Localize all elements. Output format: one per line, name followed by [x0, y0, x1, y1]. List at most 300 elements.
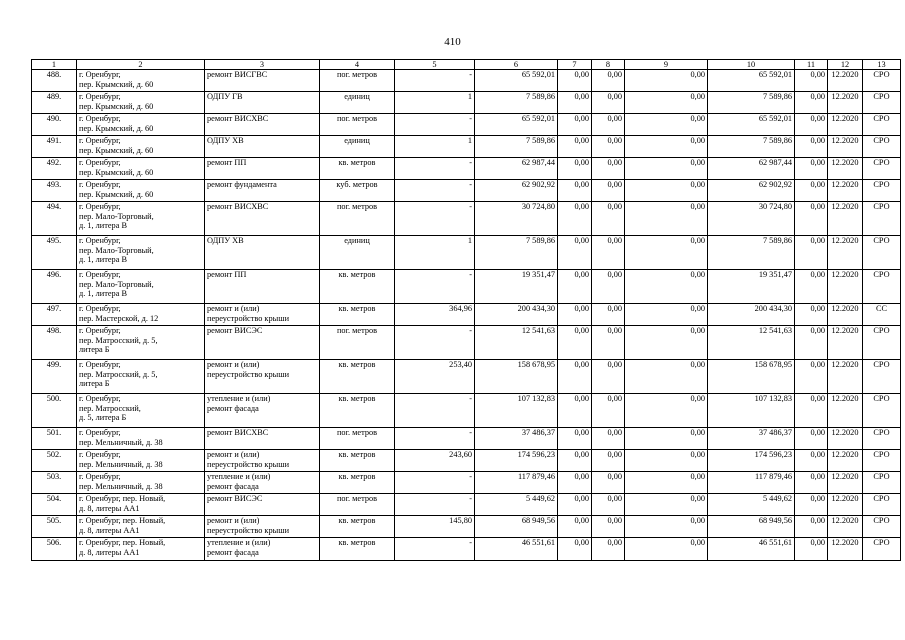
- address-cell: [77, 70, 205, 92]
- source-cell: СРО: [863, 158, 901, 180]
- col11-cell: 0,00: [795, 92, 828, 114]
- header-cell: 11: [795, 60, 828, 70]
- table-row: [32, 538, 901, 561]
- address-cell: [77, 516, 205, 538]
- volume-cell: -: [395, 538, 475, 561]
- col9-cell: 0,00: [625, 472, 708, 494]
- total-cell: 62 987,44: [708, 158, 795, 180]
- volume-cell: -: [395, 70, 475, 92]
- row-number-cell: 497.: [32, 304, 77, 326]
- col9-cell: 0,00: [625, 180, 708, 202]
- col8-cell: 0,00: [592, 70, 625, 92]
- work-type-line: утепление и (или): [207, 538, 271, 547]
- row-number-cell: 492.: [32, 158, 77, 180]
- address-line: г. Оренбург,: [79, 158, 121, 167]
- address-line: г. Оренбург,: [79, 450, 121, 459]
- work-type-line: ремонт ВИСХВС: [207, 114, 269, 123]
- col11-cell: 0,00: [795, 326, 828, 360]
- cost-cell: 30 724,80: [475, 202, 558, 236]
- cost-cell: 117 879,46: [475, 472, 558, 494]
- col9-cell: 0,00: [625, 270, 708, 304]
- table-row: [32, 180, 901, 202]
- work-type-line: ремонт и (или): [207, 516, 260, 525]
- address-line: г. Оренбург, пер. Новый,: [79, 494, 166, 503]
- source-cell: СРО: [863, 114, 901, 136]
- total-cell: 7 589,86: [708, 136, 795, 158]
- col11-cell: 0,00: [795, 538, 828, 561]
- work-type-cell: [205, 202, 320, 236]
- source-cell: СРО: [863, 516, 901, 538]
- col7-cell: 0,00: [558, 202, 592, 236]
- col9-cell: 0,00: [625, 114, 708, 136]
- date-cell: 12.2020: [828, 472, 863, 494]
- address-line: г. Оренбург,: [79, 180, 121, 189]
- col8-cell: 0,00: [592, 180, 625, 202]
- address-line: пер. Крымский, д. 60: [79, 79, 154, 89]
- address-cell: [77, 428, 205, 450]
- row-number-cell: 491.: [32, 136, 77, 158]
- source-cell: СРО: [863, 202, 901, 236]
- col8-cell: 0,00: [592, 114, 625, 136]
- unit-cell: кв. метров: [320, 538, 395, 561]
- unit-cell: единиц: [320, 92, 395, 114]
- col11-cell: 0,00: [795, 180, 828, 202]
- total-cell: 19 351,47: [708, 270, 795, 304]
- table-row: [32, 136, 901, 158]
- col9-cell: 0,00: [625, 304, 708, 326]
- col11-cell: 0,00: [795, 450, 828, 472]
- work-type-cell: [205, 428, 320, 450]
- work-type-cell: [205, 394, 320, 428]
- unit-cell: кв. метров: [320, 516, 395, 538]
- address-cell: [77, 450, 205, 472]
- col7-cell: 0,00: [558, 136, 592, 158]
- source-cell: СРО: [863, 236, 901, 270]
- address-line: г. Оренбург,: [79, 326, 121, 335]
- address-cell: [77, 92, 205, 114]
- row-number-cell: 494.: [32, 202, 77, 236]
- col9-cell: 0,00: [625, 236, 708, 270]
- date-cell: 12.2020: [828, 538, 863, 561]
- col9-cell: 0,00: [625, 494, 708, 516]
- row-number-cell: 488.: [32, 70, 77, 92]
- work-type-cell: [205, 472, 320, 494]
- total-cell: 65 592,01: [708, 70, 795, 92]
- unit-cell: кв. метров: [320, 158, 395, 180]
- source-cell: СРО: [863, 270, 901, 304]
- date-cell: 12.2020: [828, 428, 863, 450]
- total-cell: 7 589,86: [708, 92, 795, 114]
- row-number-cell: 505.: [32, 516, 77, 538]
- unit-cell: пог. метров: [320, 428, 395, 450]
- work-type-cell: [205, 70, 320, 92]
- table-row: [32, 472, 901, 494]
- work-type-cell: [205, 326, 320, 360]
- table-row: [32, 326, 901, 360]
- col8-cell: 0,00: [592, 472, 625, 494]
- col7-cell: 0,00: [558, 428, 592, 450]
- col7-cell: 0,00: [558, 360, 592, 394]
- address-cell: [77, 158, 205, 180]
- source-cell: СС: [863, 304, 901, 326]
- col9-cell: 0,00: [625, 360, 708, 394]
- header-cell: 6: [475, 60, 558, 70]
- work-type-cell: [205, 538, 320, 561]
- date-cell: 12.2020: [828, 394, 863, 428]
- col7-cell: 0,00: [558, 326, 592, 360]
- header-cell: 13: [863, 60, 901, 70]
- total-cell: 68 949,56: [708, 516, 795, 538]
- col7-cell: 0,00: [558, 158, 592, 180]
- work-type-line: ремонт фундамента: [207, 180, 277, 189]
- address-line: литера Б: [79, 345, 110, 355]
- work-type-cell: [205, 92, 320, 114]
- work-type-cell: [205, 158, 320, 180]
- col9-cell: 0,00: [625, 92, 708, 114]
- total-cell: 158 678,95: [708, 360, 795, 394]
- work-type-cell: [205, 236, 320, 270]
- total-cell: 7 589,86: [708, 236, 795, 270]
- col11-cell: 0,00: [795, 494, 828, 516]
- cost-cell: 7 589,86: [475, 136, 558, 158]
- address-line: пер. Крымский, д. 60: [79, 189, 154, 199]
- address-cell: [77, 538, 205, 561]
- address-cell: [77, 304, 205, 326]
- col8-cell: 0,00: [592, 494, 625, 516]
- col7-cell: 0,00: [558, 236, 592, 270]
- source-cell: СРО: [863, 70, 901, 92]
- col11-cell: 0,00: [795, 202, 828, 236]
- page-number: 410: [444, 36, 461, 48]
- row-number-cell: 495.: [32, 236, 77, 270]
- volume-cell: 1: [395, 92, 475, 114]
- unit-cell: пог. метров: [320, 70, 395, 92]
- col8-cell: 0,00: [592, 538, 625, 561]
- address-line: пер. Мастерской, д. 12: [79, 313, 159, 323]
- col9-cell: 0,00: [625, 158, 708, 180]
- col7-cell: 0,00: [558, 304, 592, 326]
- date-cell: 12.2020: [828, 114, 863, 136]
- address-line: г. Оренбург,: [79, 270, 121, 279]
- col11-cell: 0,00: [795, 516, 828, 538]
- col7-cell: 0,00: [558, 516, 592, 538]
- total-cell: 62 902,92: [708, 180, 795, 202]
- volume-cell: -: [395, 428, 475, 450]
- work-type-line: ремонт ВИСХВС: [207, 202, 269, 211]
- address-line: пер. Мало-Торговый,: [79, 279, 154, 289]
- volume-cell: 1: [395, 236, 475, 270]
- table-row: [32, 92, 901, 114]
- work-type-line: ремонт фасада: [207, 481, 259, 491]
- address-line: г. Оренбург,: [79, 428, 121, 437]
- col8-cell: 0,00: [592, 92, 625, 114]
- address-line: г. Оренбург,: [79, 202, 121, 211]
- col9-cell: 0,00: [625, 326, 708, 360]
- address-cell: [77, 114, 205, 136]
- address-line: пер. Мельничный, д. 38: [79, 459, 163, 469]
- header-cell: 3: [205, 60, 320, 70]
- cost-cell: 68 949,56: [475, 516, 558, 538]
- work-type-line: ОДПУ ГВ: [207, 92, 243, 101]
- work-type-cell: [205, 516, 320, 538]
- total-cell: 12 541,63: [708, 326, 795, 360]
- total-cell: 37 486,37: [708, 428, 795, 450]
- work-type-line: ремонт и (или): [207, 360, 260, 369]
- total-cell: 117 879,46: [708, 472, 795, 494]
- col11-cell: 0,00: [795, 136, 828, 158]
- date-cell: 12.2020: [828, 136, 863, 158]
- col11-cell: 0,00: [795, 158, 828, 180]
- source-cell: СРО: [863, 394, 901, 428]
- cost-cell: 19 351,47: [475, 270, 558, 304]
- unit-cell: пог. метров: [320, 114, 395, 136]
- work-type-cell: [205, 304, 320, 326]
- table-row: [32, 494, 901, 516]
- volume-cell: -: [395, 494, 475, 516]
- total-cell: 107 132,83: [708, 394, 795, 428]
- address-line: д. 1, литера В: [79, 289, 127, 299]
- work-type-cell: [205, 450, 320, 472]
- row-number-cell: 489.: [32, 92, 77, 114]
- date-cell: 12.2020: [828, 326, 863, 360]
- col7-cell: 0,00: [558, 538, 592, 561]
- cost-cell: 174 596,23: [475, 450, 558, 472]
- col9-cell: 0,00: [625, 516, 708, 538]
- address-line: д. 8, литеры АА1: [79, 503, 140, 513]
- address-cell: [77, 360, 205, 394]
- date-cell: 12.2020: [828, 70, 863, 92]
- address-line: г. Оренбург,: [79, 472, 121, 481]
- address-line: пер. Мало-Торговый,: [79, 245, 154, 255]
- col7-cell: 0,00: [558, 270, 592, 304]
- work-type-line: утепление и (или): [207, 394, 271, 403]
- address-line: г. Оренбург, пер. Новый,: [79, 538, 166, 547]
- address-line: д. 1, литера В: [79, 221, 127, 231]
- table-row: [32, 236, 901, 270]
- unit-cell: единиц: [320, 136, 395, 158]
- header-cell: 10: [708, 60, 795, 70]
- address-line: пер. Крымский, д. 60: [79, 145, 154, 155]
- col7-cell: 0,00: [558, 494, 592, 516]
- cost-cell: 7 589,86: [475, 236, 558, 270]
- volume-cell: -: [395, 158, 475, 180]
- address-cell: [77, 136, 205, 158]
- repair-register-table: [31, 59, 901, 561]
- volume-cell: 145,80: [395, 516, 475, 538]
- col9-cell: 0,00: [625, 450, 708, 472]
- volume-cell: 253,40: [395, 360, 475, 394]
- cost-cell: 37 486,37: [475, 428, 558, 450]
- unit-cell: кв. метров: [320, 270, 395, 304]
- cost-cell: 62 902,92: [475, 180, 558, 202]
- col9-cell: 0,00: [625, 136, 708, 158]
- work-type-line: ОДПУ ХВ: [207, 236, 244, 245]
- source-cell: СРО: [863, 494, 901, 516]
- col8-cell: 0,00: [592, 270, 625, 304]
- header-cell: 1: [32, 60, 77, 70]
- work-type-line: переустройство крыши: [207, 313, 290, 323]
- work-type-line: ремонт фасада: [207, 403, 259, 413]
- total-cell: 30 724,80: [708, 202, 795, 236]
- date-cell: 12.2020: [828, 494, 863, 516]
- work-type-cell: [205, 360, 320, 394]
- address-line: г. Оренбург,: [79, 92, 121, 101]
- header-cell: 9: [625, 60, 708, 70]
- cost-cell: 200 434,30: [475, 304, 558, 326]
- cost-cell: 62 987,44: [475, 158, 558, 180]
- work-type-line: утепление и (или): [207, 472, 271, 481]
- work-type-line: переустройство крыши: [207, 459, 290, 469]
- table-row: [32, 428, 901, 450]
- address-line: г. Оренбург,: [79, 304, 121, 313]
- date-cell: 12.2020: [828, 158, 863, 180]
- header-cell: 2: [77, 60, 205, 70]
- col8-cell: 0,00: [592, 394, 625, 428]
- col11-cell: 0,00: [795, 270, 828, 304]
- work-type-cell: [205, 114, 320, 136]
- source-cell: СРО: [863, 326, 901, 360]
- col7-cell: 0,00: [558, 180, 592, 202]
- cost-cell: 7 589,86: [475, 92, 558, 114]
- col8-cell: 0,00: [592, 202, 625, 236]
- cost-cell: 107 132,83: [475, 394, 558, 428]
- table-row: [32, 360, 901, 394]
- source-cell: СРО: [863, 538, 901, 561]
- source-cell: СРО: [863, 472, 901, 494]
- unit-cell: пог. метров: [320, 202, 395, 236]
- table-row: [32, 270, 901, 304]
- work-type-cell: [205, 270, 320, 304]
- table-row: [32, 202, 901, 236]
- table-row: [32, 114, 901, 136]
- date-cell: 12.2020: [828, 202, 863, 236]
- table-row: [32, 450, 901, 472]
- date-cell: 12.2020: [828, 360, 863, 394]
- volume-cell: -: [395, 180, 475, 202]
- address-cell: [77, 270, 205, 304]
- row-number-cell: 496.: [32, 270, 77, 304]
- volume-cell: -: [395, 472, 475, 494]
- date-cell: 12.2020: [828, 236, 863, 270]
- col11-cell: 0,00: [795, 114, 828, 136]
- header-cell: 8: [592, 60, 625, 70]
- work-type-line: ремонт ПП: [207, 270, 247, 279]
- work-type-cell: [205, 494, 320, 516]
- source-cell: СРО: [863, 92, 901, 114]
- col11-cell: 0,00: [795, 472, 828, 494]
- address-line: г. Оренбург,: [79, 360, 121, 369]
- work-type-line: ремонт ВИСХВС: [207, 428, 269, 437]
- address-cell: [77, 236, 205, 270]
- col9-cell: 0,00: [625, 428, 708, 450]
- volume-cell: -: [395, 270, 475, 304]
- cost-cell: 65 592,01: [475, 114, 558, 136]
- volume-cell: -: [395, 394, 475, 428]
- row-number-cell: 490.: [32, 114, 77, 136]
- work-type-cell: [205, 136, 320, 158]
- unit-cell: кв. метров: [320, 394, 395, 428]
- col9-cell: 0,00: [625, 70, 708, 92]
- work-type-cell: [205, 180, 320, 202]
- address-line: г. Оренбург,: [79, 394, 121, 403]
- work-type-line: ремонт ПП: [207, 158, 247, 167]
- cost-cell: 12 541,63: [475, 326, 558, 360]
- work-type-line: переустройство крыши: [207, 525, 290, 535]
- total-cell: 65 592,01: [708, 114, 795, 136]
- col8-cell: 0,00: [592, 360, 625, 394]
- cost-cell: 5 449,62: [475, 494, 558, 516]
- col8-cell: 0,00: [592, 450, 625, 472]
- total-cell: 174 596,23: [708, 450, 795, 472]
- unit-cell: кв. метров: [320, 304, 395, 326]
- volume-cell: -: [395, 326, 475, 360]
- address-line: литера Б: [79, 379, 110, 389]
- unit-cell: пог. метров: [320, 326, 395, 360]
- address-line: г. Оренбург,: [79, 70, 121, 79]
- col8-cell: 0,00: [592, 136, 625, 158]
- address-line: пер. Матросский,: [79, 403, 141, 413]
- address-line: г. Оренбург, пер. Новый,: [79, 516, 166, 525]
- col9-cell: 0,00: [625, 538, 708, 561]
- date-cell: 12.2020: [828, 304, 863, 326]
- row-number-cell: 501.: [32, 428, 77, 450]
- unit-cell: единиц: [320, 236, 395, 270]
- address-line: д. 5, литера Б: [79, 413, 127, 423]
- address-cell: [77, 202, 205, 236]
- address-cell: [77, 180, 205, 202]
- source-cell: СРО: [863, 360, 901, 394]
- table-row: [32, 70, 901, 92]
- col7-cell: 0,00: [558, 472, 592, 494]
- header-cell: 4: [320, 60, 395, 70]
- col8-cell: 0,00: [592, 158, 625, 180]
- col8-cell: 0,00: [592, 304, 625, 326]
- col11-cell: 0,00: [795, 360, 828, 394]
- col11-cell: 0,00: [795, 304, 828, 326]
- row-number-cell: 493.: [32, 180, 77, 202]
- col7-cell: 0,00: [558, 394, 592, 428]
- volume-cell: 243,60: [395, 450, 475, 472]
- address-line: г. Оренбург,: [79, 236, 121, 245]
- row-number-cell: 504.: [32, 494, 77, 516]
- col8-cell: 0,00: [592, 428, 625, 450]
- address-line: пер. Крымский, д. 60: [79, 167, 154, 177]
- row-number-cell: 502.: [32, 450, 77, 472]
- unit-cell: пог. метров: [320, 494, 395, 516]
- col8-cell: 0,00: [592, 516, 625, 538]
- address-line: пер. Крымский, д. 60: [79, 101, 154, 111]
- address-line: г. Оренбург,: [79, 136, 121, 145]
- source-cell: СРО: [863, 428, 901, 450]
- address-cell: [77, 472, 205, 494]
- address-line: пер. Матросский, д. 5,: [79, 369, 158, 379]
- col9-cell: 0,00: [625, 202, 708, 236]
- work-type-line: ремонт ВИСЭС: [207, 326, 263, 335]
- table-row: [32, 394, 901, 428]
- row-number-cell: 500.: [32, 394, 77, 428]
- address-line: г. Оренбург,: [79, 114, 121, 123]
- cost-cell: 65 592,01: [475, 70, 558, 92]
- col7-cell: 0,00: [558, 70, 592, 92]
- col11-cell: 0,00: [795, 70, 828, 92]
- volume-cell: -: [395, 202, 475, 236]
- unit-cell: кв. метров: [320, 450, 395, 472]
- col11-cell: 0,00: [795, 394, 828, 428]
- date-cell: 12.2020: [828, 180, 863, 202]
- address-line: д. 8, литеры АА1: [79, 525, 140, 535]
- col11-cell: 0,00: [795, 428, 828, 450]
- work-type-line: ремонт фасада: [207, 547, 259, 557]
